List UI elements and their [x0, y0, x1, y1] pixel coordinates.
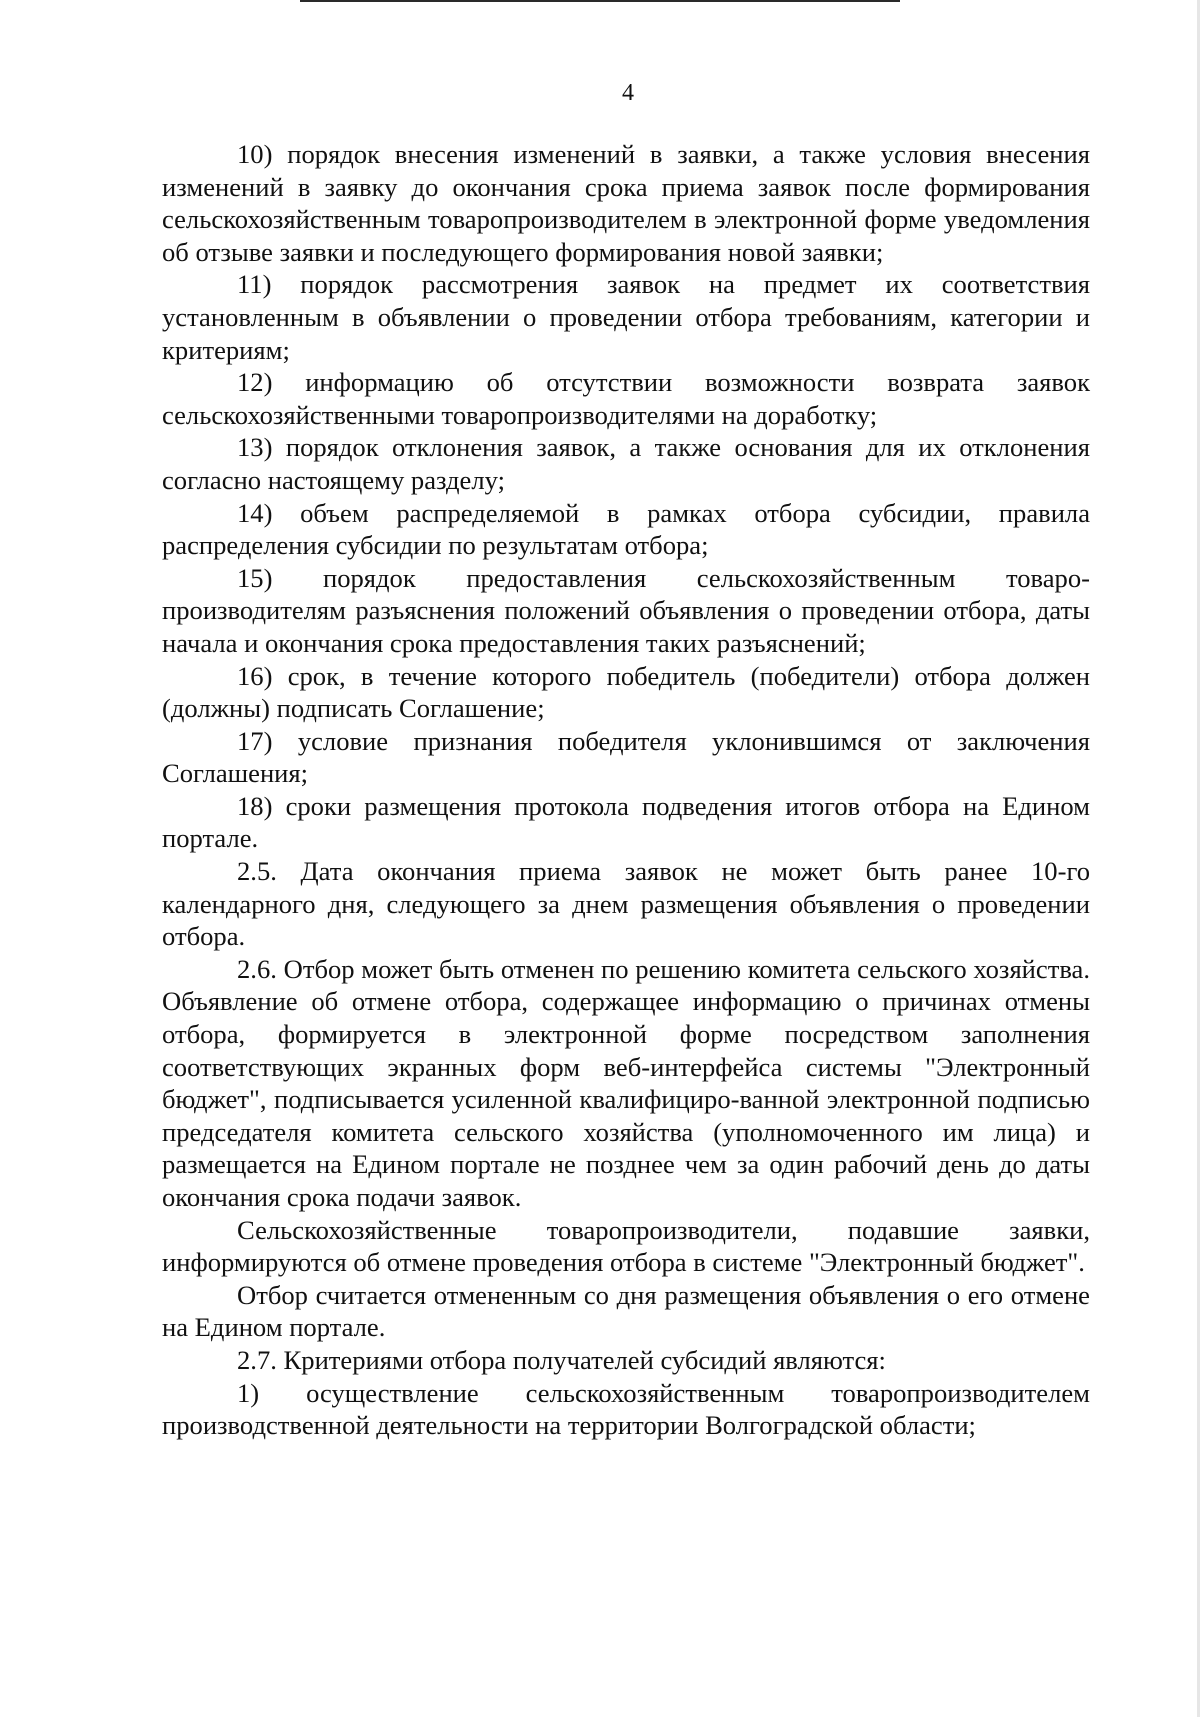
page-number: 4: [622, 80, 634, 106]
paragraph-cancellation: Отбор считается отмененным со дня размещения объявления о его отмене на Едином портале.: [162, 1279, 1090, 1343]
paragraph-item-13: 13) порядок отклонения заявок, а также основания для их отклонения согласно настоящему разделу;: [162, 432, 1090, 495]
paragraph-item-11: 11) порядок рассмотрения заявок на предмет их соответствия установленным в объявлении о проведении отбора требованиям, категории и критериям;: [162, 269, 1090, 365]
paragraph-item-16: 16) срок, в течение которого победитель (победители) отбора должен (должны) подписать Соглашение;: [162, 660, 1090, 724]
paragraph-item-18: 18) сроки размещения протокола подведения итогов отбора на Едином портале.: [162, 790, 1090, 854]
paragraph-section-2-5: 2.5. Дата окончания приема заявок не может быть ранее 10-го календарного дня, следующего за днем размещения объявления о проведении отбора.: [162, 856, 1090, 952]
paragraph-section-2-7: 2.7. Критериями отбора получателей субсидий являются:: [237, 1344, 886, 1375]
paragraph-section-2-6: 2.6. Отбор может быть отменен по решению комитета сельского хозяйства. Объявление об отмене отбора, содержащее информацию о причинах отмены отбора, формируется в электронной форме посредством заполнения соответствующих экранных форм веб-интерфейса системы "Электронный бюджет", подписывается усиленной квалифициро-ванной электронной подписью председателя комитета сельского хозяйства (уполномоченного им лица) и размещается на Едином портале не позднее чем за один рабочий день до даты окончания срока подачи заявок.: [162, 953, 1090, 1212]
paragraph-item-15: 15) порядок предоставления сельскохозяйственным товаро-производителям разъяснения положений объявления о проведении отбора, даты начала и окончания срока предоставления таких разъяснений;: [162, 562, 1090, 658]
paragraph-item-14: 14) объем распределяемой в рамках отбора субсидии, правила распределения субсидии по результатам отбора;: [162, 497, 1090, 561]
scan-border-line: [300, 0, 900, 2]
document-body: [162, 138, 1090, 1442]
paragraph-notification: Сельскохозяйственные товаропроизводители, подавшие заявки, информируются об отмене проведения отбора в системе "Электронный бюджет".: [162, 1214, 1090, 1278]
paragraph-item-17: 17) условие признания победителя уклонившимся от заключения Соглашения;: [162, 725, 1090, 789]
paragraph-criterion-1: 1) осуществление сельскохозяйственным товаропроизводителем производственной деятельности на территории Волгоградской области;: [162, 1377, 1090, 1441]
paragraph-item-10: 10) порядок внесения изменений в заявки, а также условия внесения изменений в заявку до окончания срока приема заявок после формирования сельскохозяйственным товаропроизводителем в электронной форме уведомления об отзыве заявки и последующего формирования новой заявки;: [162, 139, 1090, 267]
paragraph-item-12: 12) информацию об отсутствии возможности возврата заявок сельскохозяйственными товаропроизводителями на доработку;: [162, 367, 1090, 430]
